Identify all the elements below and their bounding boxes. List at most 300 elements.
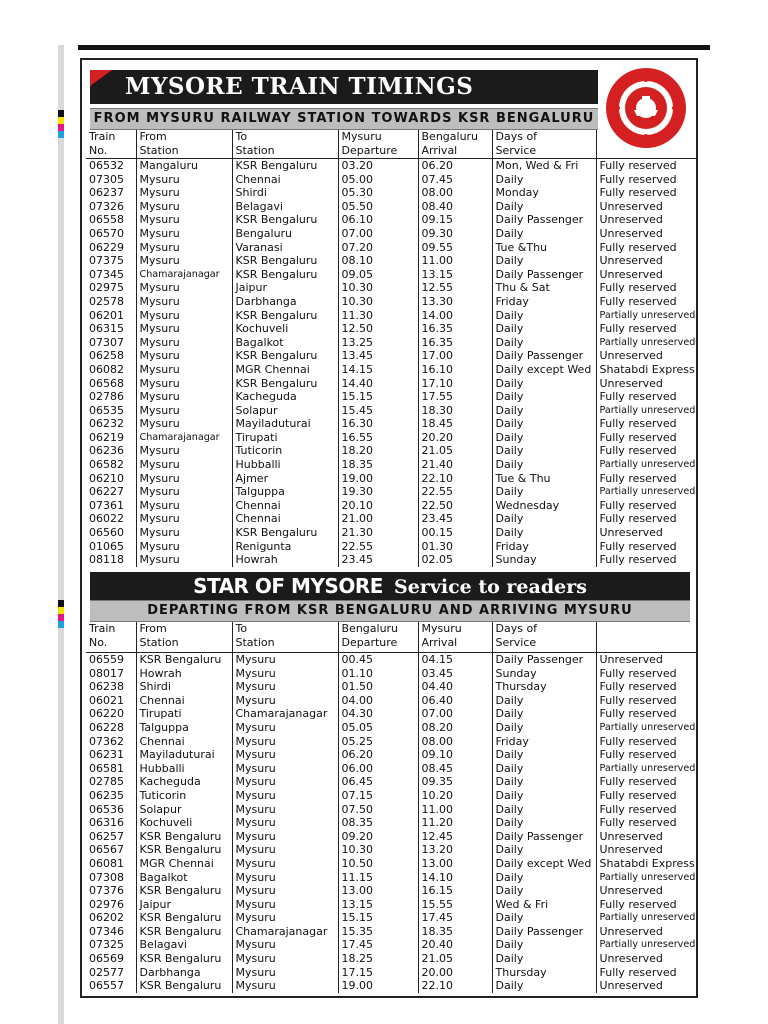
departure-time: 19.00 bbox=[338, 472, 418, 486]
departure-time: 09.20 bbox=[338, 830, 418, 844]
reservation-type: Partially unreserved bbox=[599, 309, 696, 321]
from-station: Mysuru bbox=[136, 444, 232, 458]
reservation-type: Partially unreserved bbox=[599, 486, 696, 498]
departure-time: 05.25 bbox=[338, 735, 418, 749]
to-station: Chennai bbox=[232, 173, 338, 187]
train-no: 06557 bbox=[86, 979, 136, 993]
arrival-time: 12.55 bbox=[418, 281, 492, 295]
arrival-time: 11.20 bbox=[418, 816, 492, 830]
train-no: 06238 bbox=[86, 680, 136, 694]
to-station: Mysuru bbox=[232, 680, 338, 694]
arrival-time: 17.55 bbox=[418, 390, 492, 404]
train-no: 07346 bbox=[86, 925, 136, 939]
days-of-service: Wed & Fri bbox=[492, 898, 596, 912]
departure-time: 05.05 bbox=[338, 721, 418, 735]
table-row bbox=[86, 173, 698, 187]
departure-time: 15.35 bbox=[338, 925, 418, 939]
reservation-type: Unreserved bbox=[599, 254, 663, 268]
table-row bbox=[86, 653, 698, 667]
departure-time: 10.50 bbox=[338, 857, 418, 871]
reservation-type: Fully reserved bbox=[599, 281, 677, 295]
days-of-service: Sunday bbox=[492, 667, 596, 681]
column-header-line2: Station bbox=[139, 636, 179, 649]
arrival-time: 09.10 bbox=[418, 748, 492, 762]
reservation-type: Fully reserved bbox=[599, 788, 677, 802]
days-of-service: Daily bbox=[492, 336, 596, 350]
days-of-service: Daily bbox=[492, 390, 596, 404]
arrival-time: 21.40 bbox=[418, 458, 492, 472]
reservation-type: Fully reserved bbox=[599, 748, 677, 762]
arrival-time: 18.35 bbox=[418, 925, 492, 939]
arrival-time: 22.10 bbox=[418, 472, 492, 486]
to-station: Jaipur bbox=[232, 281, 338, 295]
to-station: Mysuru bbox=[232, 952, 338, 966]
train-no: 06022 bbox=[86, 512, 136, 526]
table-header-row bbox=[86, 622, 698, 653]
days-of-service: Daily bbox=[492, 377, 596, 391]
arrival-time: 17.10 bbox=[418, 377, 492, 391]
reservation-type: Unreserved bbox=[599, 843, 663, 857]
to-station: Tuticorin bbox=[232, 444, 338, 458]
train-no: 07308 bbox=[86, 871, 136, 885]
to-station: Ajmer bbox=[232, 472, 338, 486]
reservation-type: Unreserved bbox=[599, 924, 663, 938]
reservation-type: Partially unreserved bbox=[599, 871, 696, 883]
column-header-line1: Bengaluru bbox=[341, 622, 399, 635]
days-of-service: Tue & Thu bbox=[492, 472, 596, 486]
days-of-service: Thursday bbox=[492, 966, 596, 980]
to-station: Mysuru bbox=[232, 911, 338, 925]
column-header bbox=[596, 130, 698, 159]
reservation-type: Fully reserved bbox=[599, 802, 677, 816]
from-station: KSR Bengaluru bbox=[136, 911, 232, 925]
arrival-time: 13.00 bbox=[418, 857, 492, 871]
train-no: 02976 bbox=[86, 898, 136, 912]
top-rule bbox=[78, 45, 710, 50]
from-station: Darbhanga bbox=[136, 966, 232, 980]
departure-time: 10.30 bbox=[338, 281, 418, 295]
train-no: 07361 bbox=[86, 499, 136, 513]
departure-time: 17.45 bbox=[338, 938, 418, 952]
table-row bbox=[86, 431, 698, 445]
arrivals-to-mysuru-table bbox=[86, 622, 698, 993]
table-row bbox=[86, 526, 698, 540]
table-row bbox=[86, 363, 698, 377]
train-no: 06235 bbox=[86, 789, 136, 803]
arrival-time: 06.40 bbox=[418, 694, 492, 708]
table-row bbox=[86, 938, 698, 952]
days-of-service: Daily bbox=[492, 803, 596, 817]
from-station: Chamarajanagar bbox=[136, 431, 232, 445]
train-no: 06582 bbox=[86, 458, 136, 472]
days-of-service: Daily bbox=[492, 816, 596, 830]
days-of-service: Daily bbox=[492, 748, 596, 762]
column-header-line1: Train bbox=[89, 130, 116, 143]
departure-time: 14.40 bbox=[338, 377, 418, 391]
to-station: Mysuru bbox=[232, 735, 338, 749]
to-station: KSR Bengaluru bbox=[232, 349, 338, 363]
to-station: Varanasi bbox=[232, 241, 338, 255]
days-of-service: Daily Passenger bbox=[492, 268, 596, 282]
departure-time: 15.15 bbox=[338, 911, 418, 925]
days-of-service: Daily bbox=[492, 775, 596, 789]
reservation-type: Shatabdi Express bbox=[599, 856, 695, 870]
train-no: 06237 bbox=[86, 186, 136, 200]
table-row bbox=[86, 377, 698, 391]
table-row bbox=[86, 857, 698, 871]
column-header-line2: Service bbox=[495, 636, 537, 649]
departure-time: 13.25 bbox=[338, 336, 418, 350]
from-station: Mysuru bbox=[136, 458, 232, 472]
red-corner-mark bbox=[90, 70, 112, 86]
arrival-time: 08.20 bbox=[418, 721, 492, 735]
days-of-service: Daily bbox=[492, 309, 596, 323]
arrival-time: 06.20 bbox=[418, 159, 492, 173]
table-row bbox=[86, 349, 698, 363]
days-of-service: Tue &Thu bbox=[492, 241, 596, 255]
arrival-time: 20.40 bbox=[418, 938, 492, 952]
from-station: KSR Bengaluru bbox=[136, 843, 232, 857]
from-station: Jaipur bbox=[136, 898, 232, 912]
arrival-time: 09.30 bbox=[418, 227, 492, 241]
arrival-time: 21.05 bbox=[418, 444, 492, 458]
train-no: 07325 bbox=[86, 938, 136, 952]
banner-star: STAR OF MYSORE bbox=[193, 574, 383, 598]
to-station: Chennai bbox=[232, 499, 338, 513]
table-row bbox=[86, 816, 698, 830]
reservation-type: Fully reserved bbox=[599, 666, 677, 680]
departure-time: 06.20 bbox=[338, 748, 418, 762]
days-of-service: Daily bbox=[492, 322, 596, 336]
arrival-time: 09.15 bbox=[418, 213, 492, 227]
departure-time: 18.25 bbox=[338, 952, 418, 966]
departure-time: 04.30 bbox=[338, 707, 418, 721]
column-header bbox=[232, 622, 338, 653]
to-station: KSR Bengaluru bbox=[232, 268, 338, 282]
departures-from-mysuru-table bbox=[86, 130, 698, 567]
days-of-service: Daily bbox=[492, 404, 596, 418]
reservation-type: Unreserved bbox=[599, 349, 663, 363]
train-no: 06202 bbox=[86, 911, 136, 925]
to-station: Tirupati bbox=[232, 431, 338, 445]
days-of-service: Daily bbox=[492, 938, 596, 952]
departure-time: 08.35 bbox=[338, 816, 418, 830]
star-of-mysore-banner bbox=[90, 572, 690, 600]
days-of-service: Daily Passenger bbox=[492, 349, 596, 363]
arrival-time: 12.45 bbox=[418, 830, 492, 844]
reservation-type: Fully reserved bbox=[599, 294, 677, 308]
departure-time: 11.30 bbox=[338, 309, 418, 323]
days-of-service: Daily bbox=[492, 952, 596, 966]
days-of-service: Daily bbox=[492, 173, 596, 187]
days-of-service: Daily bbox=[492, 721, 596, 735]
to-station: Mysuru bbox=[232, 966, 338, 980]
arrival-time: 21.05 bbox=[418, 952, 492, 966]
table-row bbox=[86, 186, 698, 200]
table-row bbox=[86, 485, 698, 499]
departure-time: 05.50 bbox=[338, 200, 418, 214]
reservation-type: Unreserved bbox=[599, 829, 663, 843]
to-station: Mysuru bbox=[232, 762, 338, 776]
train-no: 06258 bbox=[86, 349, 136, 363]
train-no: 06210 bbox=[86, 472, 136, 486]
days-of-service: Friday bbox=[492, 735, 596, 749]
to-station: KSR Bengaluru bbox=[232, 159, 338, 173]
departure-time: 19.00 bbox=[338, 979, 418, 993]
to-station: Mysuru bbox=[232, 857, 338, 871]
days-of-service: Daily Passenger bbox=[492, 830, 596, 844]
page-title: MYSORE TRAIN TIMINGS bbox=[125, 73, 474, 100]
to-station: Belagavi bbox=[232, 200, 338, 214]
to-station: Mysuru bbox=[232, 667, 338, 681]
from-station: Chennai bbox=[136, 694, 232, 708]
to-station: Chamarajanagar bbox=[232, 707, 338, 721]
train-no: 06581 bbox=[86, 762, 136, 776]
train-no: 06567 bbox=[86, 843, 136, 857]
arrival-time: 18.45 bbox=[418, 417, 492, 431]
from-station: Mysuru bbox=[136, 186, 232, 200]
reservation-type: Fully reserved bbox=[599, 512, 677, 526]
reservation-type: Partially unreserved bbox=[599, 939, 696, 951]
table-row bbox=[86, 458, 698, 472]
to-station: Hubballi bbox=[232, 458, 338, 472]
reservation-type: Fully reserved bbox=[599, 734, 677, 748]
days-of-service: Daily bbox=[492, 485, 596, 499]
departure-time: 05.00 bbox=[338, 173, 418, 187]
from-station: Belagavi bbox=[136, 938, 232, 952]
days-of-service: Daily except Wed bbox=[492, 363, 596, 377]
train-no: 02786 bbox=[86, 390, 136, 404]
from-station: Mysuru bbox=[136, 295, 232, 309]
table-row bbox=[86, 553, 698, 567]
to-station: Mysuru bbox=[232, 775, 338, 789]
train-no: 07326 bbox=[86, 200, 136, 214]
arrival-time: 08.00 bbox=[418, 735, 492, 749]
reservation-type: Fully reserved bbox=[599, 322, 677, 336]
table-row bbox=[86, 762, 698, 776]
days-of-service: Daily bbox=[492, 911, 596, 925]
table-row bbox=[86, 775, 698, 789]
table-row bbox=[86, 803, 698, 817]
departure-time: 05.30 bbox=[338, 186, 418, 200]
column-header bbox=[418, 130, 492, 159]
train-no: 06315 bbox=[86, 322, 136, 336]
column-header bbox=[86, 622, 136, 653]
table-row bbox=[86, 925, 698, 939]
reservation-type: Fully reserved bbox=[599, 240, 677, 254]
to-station: KSR Bengaluru bbox=[232, 377, 338, 391]
arrival-time: 16.35 bbox=[418, 336, 492, 350]
to-station: Shirdi bbox=[232, 186, 338, 200]
to-station: Talguppa bbox=[232, 485, 338, 499]
table-row bbox=[86, 309, 698, 323]
from-station: MGR Chennai bbox=[136, 857, 232, 871]
column-header-line1: Days of bbox=[495, 130, 538, 143]
train-no: 06201 bbox=[86, 309, 136, 323]
to-station: Renigunta bbox=[232, 540, 338, 554]
table-row bbox=[86, 898, 698, 912]
from-station: Chennai bbox=[136, 735, 232, 749]
train-no: 07307 bbox=[86, 336, 136, 350]
departure-time: 21.30 bbox=[338, 526, 418, 540]
departure-time: 06.00 bbox=[338, 762, 418, 776]
reservation-type: Fully reserved bbox=[599, 707, 677, 721]
train-no: 06021 bbox=[86, 694, 136, 708]
column-header-line2: Departure bbox=[341, 144, 398, 157]
from-station: KSR Bengaluru bbox=[136, 952, 232, 966]
to-station: Kacheguda bbox=[232, 390, 338, 404]
to-station: Chennai bbox=[232, 512, 338, 526]
reservation-type: Fully reserved bbox=[599, 430, 677, 444]
table-row bbox=[86, 254, 698, 268]
arrival-time: 07.00 bbox=[418, 707, 492, 721]
column-header-line2: Arrival bbox=[421, 636, 458, 649]
table-header-row bbox=[86, 130, 698, 159]
to-station: Mysuru bbox=[232, 721, 338, 735]
train-no: 06536 bbox=[86, 803, 136, 817]
from-station: Mayiladuturai bbox=[136, 748, 232, 762]
reservation-type: Partially unreserved bbox=[599, 762, 696, 774]
departure-time: 10.30 bbox=[338, 295, 418, 309]
train-no: 07376 bbox=[86, 884, 136, 898]
reservation-type: Fully reserved bbox=[599, 816, 677, 830]
departure-time: 23.45 bbox=[338, 553, 418, 567]
arrival-time: 00.15 bbox=[418, 526, 492, 540]
reservation-type: Fully reserved bbox=[599, 693, 677, 707]
table-row bbox=[86, 966, 698, 980]
reservation-type: Fully reserved bbox=[599, 172, 677, 186]
days-of-service: Mon, Wed & Fri bbox=[492, 159, 596, 173]
from-station: Mysuru bbox=[136, 512, 232, 526]
departure-time: 10.30 bbox=[338, 843, 418, 857]
departure-time: 18.35 bbox=[338, 458, 418, 472]
from-station: Howrah bbox=[136, 667, 232, 681]
column-header-line2: Station bbox=[235, 144, 275, 157]
to-station: Mysuru bbox=[232, 789, 338, 803]
train-no: 07345 bbox=[86, 268, 136, 282]
to-station: KSR Bengaluru bbox=[232, 309, 338, 323]
table-row bbox=[86, 871, 698, 885]
train-no: 06532 bbox=[86, 159, 136, 173]
from-station: Mysuru bbox=[136, 390, 232, 404]
column-header-line2: No. bbox=[89, 144, 108, 157]
reservation-type: Unreserved bbox=[599, 199, 663, 213]
days-of-service: Daily bbox=[492, 458, 596, 472]
departure-time: 01.10 bbox=[338, 667, 418, 681]
days-of-service: Daily bbox=[492, 526, 596, 540]
table-row bbox=[86, 322, 698, 336]
from-station: Kacheguda bbox=[136, 775, 232, 789]
departure-time: 16.55 bbox=[338, 431, 418, 445]
departure-time: 04.00 bbox=[338, 694, 418, 708]
arrival-time: 09.55 bbox=[418, 241, 492, 255]
arrival-time: 23.45 bbox=[418, 512, 492, 526]
days-of-service: Daily bbox=[492, 871, 596, 885]
reservation-type: Unreserved bbox=[599, 267, 663, 281]
days-of-service: Daily bbox=[492, 979, 596, 993]
table-row bbox=[86, 268, 698, 282]
arrival-time: 04.15 bbox=[418, 653, 492, 667]
from-station: KSR Bengaluru bbox=[136, 884, 232, 898]
reservation-type: Partially unreserved bbox=[599, 336, 696, 348]
table-row bbox=[86, 979, 698, 993]
from-station: Mysuru bbox=[136, 540, 232, 554]
departure-time: 15.45 bbox=[338, 404, 418, 418]
section2-heading: DEPARTING FROM KSR BENGALURU AND ARRIVING MYSURU bbox=[90, 600, 690, 622]
arrival-time: 14.00 bbox=[418, 309, 492, 323]
arrival-time: 14.10 bbox=[418, 871, 492, 885]
reservation-type: Fully reserved bbox=[599, 417, 677, 431]
train-no: 01065 bbox=[86, 540, 136, 554]
column-header-line2: Station bbox=[235, 636, 275, 649]
from-station: Mysuru bbox=[136, 241, 232, 255]
table-row bbox=[86, 295, 698, 309]
column-header-line1: Mysuru bbox=[421, 622, 462, 635]
reservation-type: Fully reserved bbox=[599, 471, 677, 485]
table-row bbox=[86, 227, 698, 241]
table-row bbox=[86, 884, 698, 898]
column-header-line2: No. bbox=[89, 636, 108, 649]
train-no: 06560 bbox=[86, 526, 136, 540]
train-no: 06219 bbox=[86, 431, 136, 445]
column-header bbox=[492, 622, 596, 653]
from-station: Mysuru bbox=[136, 254, 232, 268]
departure-time: 15.15 bbox=[338, 390, 418, 404]
arrival-time: 09.35 bbox=[418, 775, 492, 789]
from-station: Mysuru bbox=[136, 213, 232, 227]
from-station: KSR Bengaluru bbox=[136, 979, 232, 993]
from-station: Mysuru bbox=[136, 309, 232, 323]
reservation-type: Fully reserved bbox=[599, 186, 677, 200]
table-row bbox=[86, 281, 698, 295]
reservation-type: Shatabdi Express bbox=[599, 362, 695, 376]
days-of-service: Daily except Wed bbox=[492, 857, 596, 871]
days-of-service: Sunday bbox=[492, 553, 596, 567]
column-header-line1: To bbox=[235, 622, 248, 635]
departure-time: 03.20 bbox=[338, 159, 418, 173]
table-row bbox=[86, 444, 698, 458]
from-station: Tirupati bbox=[136, 707, 232, 721]
departure-time: 09.05 bbox=[338, 268, 418, 282]
column-header bbox=[596, 622, 698, 653]
train-no: 06231 bbox=[86, 748, 136, 762]
departure-time: 01.50 bbox=[338, 680, 418, 694]
reservation-type: Unreserved bbox=[599, 376, 663, 390]
train-no: 07362 bbox=[86, 735, 136, 749]
to-station: MGR Chennai bbox=[232, 363, 338, 377]
from-station: Hubballi bbox=[136, 762, 232, 776]
departure-time: 07.50 bbox=[338, 803, 418, 817]
from-station: Mysuru bbox=[136, 363, 232, 377]
column-header bbox=[232, 130, 338, 159]
from-station: Mysuru bbox=[136, 200, 232, 214]
to-station: Mysuru bbox=[232, 871, 338, 885]
from-station: KSR Bengaluru bbox=[136, 653, 232, 667]
reservation-type: Unreserved bbox=[599, 213, 663, 227]
arrival-time: 22.55 bbox=[418, 485, 492, 499]
from-station: Kochuveli bbox=[136, 816, 232, 830]
arrival-time: 22.10 bbox=[418, 979, 492, 993]
reservation-type: Fully reserved bbox=[599, 965, 677, 979]
reservation-type: Fully reserved bbox=[599, 498, 677, 512]
train-no: 06236 bbox=[86, 444, 136, 458]
train-no: 06559 bbox=[86, 653, 136, 667]
to-station: Mysuru bbox=[232, 843, 338, 857]
to-station: Kochuveli bbox=[232, 322, 338, 336]
days-of-service: Daily bbox=[492, 444, 596, 458]
departure-time: 20.10 bbox=[338, 499, 418, 513]
to-station: Darbhanga bbox=[232, 295, 338, 309]
